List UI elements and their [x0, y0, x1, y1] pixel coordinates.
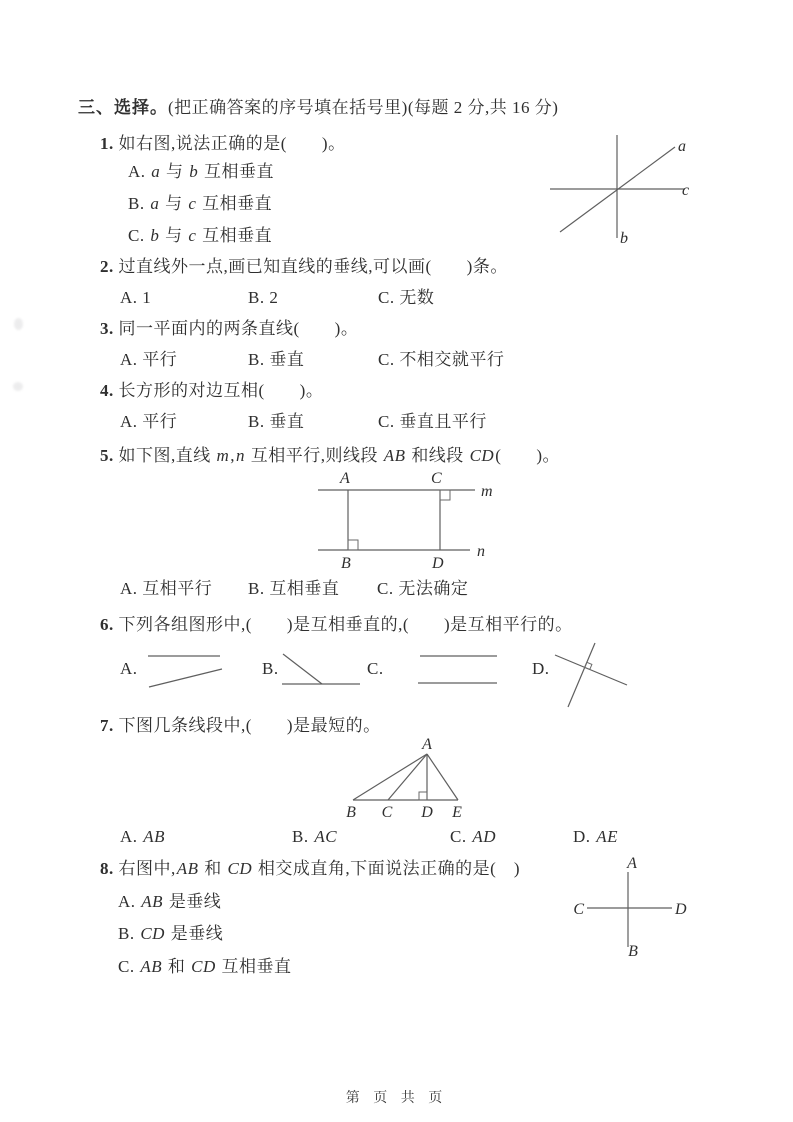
text-part: 相交成直角,下面说法正确的是( ) — [253, 859, 520, 878]
text-part: m — [216, 446, 230, 465]
text-part: 互相垂直 — [199, 162, 275, 181]
text-part: 同一平面内的两条直线( )。 — [113, 319, 359, 338]
q6-option-c-label: C. — [367, 659, 384, 678]
text-part: 与 — [160, 194, 188, 213]
text-part: AB — [383, 446, 406, 465]
q1-label-c: c — [682, 182, 690, 199]
scan-smudge — [14, 318, 23, 330]
section-header — [78, 97, 558, 119]
text-part: 下图几条线段中,( )是最短的。 — [113, 716, 381, 735]
q4-stem — [100, 380, 323, 402]
q7-label-A: A — [422, 736, 432, 753]
q8-label-C: C — [573, 901, 584, 918]
q6d-line1 — [555, 655, 627, 685]
q6-figure-b — [279, 647, 364, 691]
text-part: 互相垂直 — [216, 957, 292, 976]
q5-option-c: C. 无法确定 — [377, 579, 469, 598]
q5-option-b: B. 互相垂直 — [248, 579, 340, 598]
text-part: A. — [128, 162, 151, 181]
q5-label-D: D — [432, 555, 444, 572]
q5-label-m: m — [481, 483, 493, 500]
q7-option-a — [120, 826, 166, 848]
text-part: AD — [472, 827, 497, 846]
q7-segment-ac — [388, 754, 427, 800]
text-part: 和线段 — [406, 446, 469, 465]
q6d-line2 — [568, 643, 595, 707]
q1-label-b: b — [620, 230, 628, 246]
text-part: A. — [120, 827, 143, 846]
text-part: 过直线外一点,画已知直线的垂线,可以画( )条。 — [113, 257, 508, 276]
q6-option-a-label: A. — [120, 659, 138, 678]
q1-label-a: a — [678, 138, 686, 155]
q5-label-B: B — [341, 555, 351, 572]
text-part: a — [150, 194, 160, 213]
text-part: AB — [140, 957, 163, 976]
text-part: 互相垂直 — [197, 226, 273, 245]
q6-figure-a — [145, 649, 225, 693]
q7-right-angle-d — [419, 792, 427, 800]
text-part: 与 — [160, 226, 188, 245]
text-part: 5. — [100, 446, 114, 465]
q8-label-B: B — [628, 943, 638, 958]
text-part: 互相垂直 — [197, 194, 273, 213]
text-part: 是垂线 — [165, 924, 224, 943]
q7-label-C: C — [381, 804, 393, 821]
text-part: CD — [469, 446, 495, 465]
q2-option-c: C. 无数 — [378, 288, 435, 307]
q2-option-b: B. 2 — [248, 288, 279, 307]
text-part: AB — [143, 827, 166, 846]
q3-option-a: A. 平行 — [120, 350, 178, 369]
text-part: c — [188, 226, 197, 245]
q5-label-n: n — [477, 543, 485, 560]
q4-option-c: C. 垂直且平行 — [378, 412, 487, 431]
q1-stem — [100, 133, 346, 155]
q7-segment-ae — [427, 754, 458, 800]
q6-stem — [100, 614, 573, 636]
q7-label-B: B — [346, 804, 356, 821]
q5-label-A: A — [340, 470, 350, 487]
text-part: 7. — [100, 716, 114, 735]
q6-figure-c — [415, 649, 500, 687]
text-part: B. — [118, 924, 140, 943]
text-part: 和 — [163, 957, 191, 976]
text-part: C. — [128, 226, 150, 245]
scan-smudge — [13, 382, 23, 391]
q5-stem — [100, 445, 560, 467]
text-part: AC — [314, 827, 338, 846]
q6-option-d-label: D. — [532, 659, 550, 678]
q1-option-c — [128, 225, 272, 247]
text-part: 下列各组图形中,( )是互相垂直的,( )是互相平行的。 — [113, 615, 573, 634]
q5-right-angle-c — [440, 490, 450, 500]
text-part: 右图中, — [113, 859, 176, 878]
text-part: 如下图,直线 — [113, 446, 216, 465]
text-part: C. — [118, 957, 140, 976]
q3-option-c: C. 不相交就平行 — [378, 350, 505, 369]
text-part: c — [188, 194, 197, 213]
text-part: b — [150, 226, 160, 245]
q8-stem — [100, 858, 520, 880]
q2-stem — [100, 256, 508, 278]
text-part: 4. — [100, 381, 114, 400]
q7-diagram — [340, 736, 475, 822]
q7-label-E: E — [452, 804, 462, 821]
q4-option-b: B. 垂直 — [248, 412, 305, 431]
q7-stem — [100, 715, 381, 737]
text-part: b — [189, 162, 199, 181]
text-part: , — [230, 446, 236, 465]
q7-option-c — [450, 826, 497, 848]
q6b-line1 — [283, 654, 322, 684]
q8-option-c — [118, 956, 292, 978]
text-part: AB — [141, 892, 164, 911]
q6a-line2 — [149, 669, 222, 687]
q7-option-d — [573, 826, 619, 848]
text-part: AB — [176, 859, 199, 878]
q1-diagram — [545, 128, 793, 246]
q8-option-a — [118, 891, 221, 913]
q3-stem — [100, 318, 358, 340]
text-part: CD — [140, 924, 165, 943]
text-part: A. — [118, 892, 141, 911]
text-part: a — [151, 162, 161, 181]
page-footer: 第 页 共 页 — [345, 1091, 448, 1106]
q6-option-b-label: B. — [262, 659, 279, 678]
text-part: 3. — [100, 319, 114, 338]
text-part: n — [236, 446, 246, 465]
text-part: D. — [573, 827, 596, 846]
text-part: 6. — [100, 615, 114, 634]
text-part: 1. — [100, 134, 114, 153]
q1-option-b — [128, 193, 272, 215]
text-part: 2. — [100, 257, 114, 276]
text-part: 8. — [100, 859, 114, 878]
q7-segment-ab — [353, 754, 427, 800]
text-part: 如右图,说法正确的是( )。 — [113, 134, 346, 153]
q8-option-b — [118, 923, 223, 945]
q6-figure-d — [552, 637, 632, 711]
q8-diagram — [565, 852, 715, 958]
q5-option-a: A. 互相平行 — [120, 579, 213, 598]
q5-right-angle-b — [348, 540, 358, 550]
text-part: AE — [596, 827, 619, 846]
text-part: 三、选择。 — [78, 98, 168, 117]
q3-option-b: B. 垂直 — [248, 350, 305, 369]
q1-option-a — [128, 161, 274, 183]
text-part: 互相平行,则线段 — [246, 446, 383, 465]
q7-label-D: D — [421, 804, 433, 821]
q7-option-b — [292, 826, 338, 848]
text-part: CD — [191, 957, 216, 976]
q4-option-a: A. 平行 — [120, 412, 178, 431]
text-part: (把正确答案的序号填在括号里)(每题 2 分,共 16 分) — [168, 98, 559, 117]
text-part: C. — [450, 827, 472, 846]
text-part: 长方形的对边互相( )。 — [113, 381, 324, 400]
text-part: B. — [128, 194, 150, 213]
text-part: B. — [292, 827, 314, 846]
q8-label-D: D — [675, 901, 687, 918]
text-part: 与 — [161, 162, 189, 181]
q5-label-C: C — [431, 470, 442, 487]
text-part: ( )。 — [495, 446, 561, 465]
text-part: 是垂线 — [164, 892, 222, 911]
q8-label-A: A — [627, 855, 637, 872]
q2-option-a: A. 1 — [120, 288, 152, 307]
q5-diagram — [310, 466, 505, 576]
text-part: CD — [227, 859, 253, 878]
text-part: 和 — [199, 859, 227, 878]
